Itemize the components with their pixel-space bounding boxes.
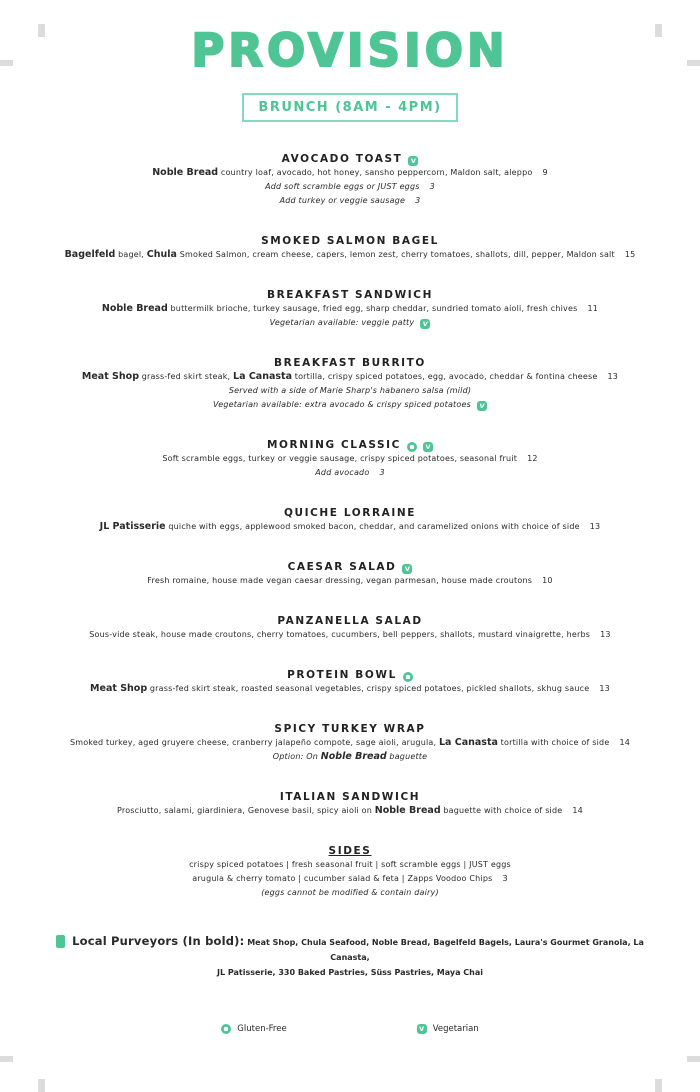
crop-mark (655, 24, 662, 37)
description-text: Option: On (272, 752, 321, 761)
menu-item-description (30, 628, 670, 642)
description-text: crispy spiced potatoes | fresh seasonal fruit | soft scramble eggs | JUST eggs (189, 860, 511, 869)
gluten-free-icon (403, 672, 413, 682)
menu-item-name: MORNING CLASSIC V (30, 438, 670, 452)
crop-mark (38, 1079, 45, 1092)
vegetarian-icon: V (423, 442, 433, 452)
purveyor-marker-icon (56, 935, 65, 948)
menu-item-description (30, 452, 670, 466)
menu-item-name: PANZANELLA SALAD (277, 615, 423, 627)
crop-mark (38, 24, 45, 37)
description-text: grass-fed skirt steak, (139, 372, 234, 381)
menu-item (30, 614, 670, 642)
price: 14 (619, 738, 631, 747)
local-purveyors-note (40, 934, 660, 980)
restaurant-logo: PROVISION (191, 24, 509, 77)
price: 9 (542, 168, 548, 177)
menu-item-name: ITALIAN SANDWICH (279, 791, 421, 803)
menu-item-description (30, 302, 670, 316)
description-text: baguette with choice of side (440, 806, 563, 815)
menu-item (30, 152, 670, 208)
legend-entry (417, 1024, 479, 1034)
purveyors-list-line2: JL Patisserie, 330 Baked Pastries, Süss Pastries, Maya Chai (216, 968, 484, 977)
purveyor-name: Noble Bread (152, 167, 219, 178)
description-text: Sous-vide steak, house made croutons, cherry tomatoes, cucumbers, bell peppers, shallots, mustard vinaigrette, herbs (89, 630, 591, 639)
menu-item (30, 844, 670, 900)
menu-item (30, 356, 670, 412)
gluten-free-icon (407, 442, 417, 452)
menu-item-name: AVOCADO TOAST V (30, 152, 670, 166)
purveyor-name: Noble Bread (320, 751, 387, 762)
price: 12 (527, 454, 538, 463)
purveyor-name: JL Patisserie (99, 521, 166, 532)
crop-mark (0, 60, 13, 66)
description-text: Add soft scramble eggs or JUST eggs (265, 182, 420, 191)
menu-item (30, 722, 670, 764)
description-text: baguette (386, 752, 428, 761)
description-text: Prosciutto, salami, giardiniera, Genovese basil, spicy aioli on (117, 806, 375, 815)
crop-mark (687, 1056, 700, 1062)
menu-item-note (30, 886, 670, 900)
crop-mark (0, 1056, 13, 1062)
menu-item-note (30, 384, 670, 398)
price: 13 (607, 372, 619, 381)
menu-item-note (30, 180, 670, 194)
menu-item-note (30, 466, 670, 480)
crop-mark (655, 1079, 662, 1092)
purveyor-name: Meat Shop (81, 371, 139, 382)
menu-item-note (30, 194, 670, 208)
menu-item-description (30, 736, 670, 750)
menu-item-description (30, 804, 670, 818)
description-text: tortilla, crispy spiced potatoes, egg, avocado, cheddar & fontina cheese (291, 372, 598, 381)
legend-label: Gluten-Free (237, 1024, 287, 1034)
menu-item (30, 560, 670, 588)
description-text: grass-fed skirt steak, roasted seasonal vegetables, crispy spiced potatoes, pickled shallots, skhug sauce (147, 684, 590, 693)
description-text: Fresh romaine, house made vegan caesar dressing, vegan parmesan, house made croutons (147, 576, 533, 585)
description-text: Soft scramble eggs, turkey or veggie sausage, crispy spiced potatoes, seasonal fruit (162, 454, 518, 463)
price: 13 (589, 522, 601, 531)
menu-item (30, 506, 670, 534)
purveyor-name: La Canasta (233, 371, 292, 382)
menu-items (0, 152, 700, 900)
description-text: Add turkey or veggie sausage (279, 196, 406, 205)
menu-item-name: SPICY TURKEY WRAP (274, 723, 426, 735)
menu-item-name: PROTEIN BOWL (30, 668, 670, 682)
price: 3 (429, 182, 435, 191)
menu-item-description (30, 248, 670, 262)
vegetarian-icon: V (477, 401, 487, 411)
menu-item-description (30, 682, 670, 696)
menu-item (30, 234, 670, 262)
vegetarian-icon: V (402, 564, 412, 574)
purveyor-name: Noble Bread (374, 805, 441, 816)
purveyors-label: Local Purveyors (In bold): (72, 934, 245, 948)
menu-item-note (30, 316, 670, 330)
purveyor-name: Bagelfeld (64, 249, 116, 260)
menu-hours-banner: BRUNCH (8AM - 4PM) (242, 93, 457, 122)
description-text: Smoked turkey, aged gruyere cheese, cranberry jalapeño compote, sage aioli, arugula, (69, 738, 439, 747)
vegetarian-icon: V (417, 1024, 427, 1034)
price: 3 (379, 468, 385, 477)
gluten-free-icon (221, 1024, 231, 1034)
description-text: quiche with eggs, applewood smoked bacon, cheddar, and caramelized onions with choice of side (165, 522, 580, 531)
menu-item-name: CAESAR SALAD V (30, 560, 670, 574)
menu-item-description (30, 574, 670, 588)
crop-mark (687, 60, 700, 66)
menu-item-note (30, 750, 670, 764)
menu-item-name: QUICHE LORRAINE (283, 507, 417, 519)
description-text: tortilla with choice of side (497, 738, 610, 747)
menu-item-description (30, 520, 670, 534)
legend-label: Vegetarian (432, 1024, 479, 1034)
menu-item-name: BREAKFAST SANDWICH (267, 289, 433, 301)
price: 3 (502, 874, 508, 883)
legend-entry (221, 1024, 286, 1034)
menu-item (30, 288, 670, 330)
description-text: arugula & cherry tomato | cucumber salad & feta | Zapps Voodoo Chips (192, 874, 493, 883)
vegetarian-icon: V (420, 319, 430, 329)
description-text: Smoked Salmon, cream cheese, capers, lemon zest, cherry tomatoes, shallots, dill, pepper, Maldon salt (176, 250, 615, 259)
menu-item-description (30, 872, 670, 886)
description-text: Served with a side of Marie Sharp's habanero salsa (mild) (228, 386, 472, 395)
description-text: Vegetarian available: extra avocado & crispy spiced potatoes (213, 400, 471, 409)
purveyor-name: Noble Bread (101, 303, 168, 314)
description-text: Add avocado (315, 468, 370, 477)
menu-item-note (30, 398, 670, 412)
price: 13 (599, 684, 610, 693)
description-text: Vegetarian available: veggie patty (269, 318, 415, 327)
dietary-legend (0, 1024, 700, 1034)
menu-item-name: SMOKED SALMON BAGEL (261, 235, 439, 247)
purveyor-name: Chula (146, 249, 177, 260)
price: 14 (572, 806, 583, 815)
menu-item-description (30, 166, 670, 180)
purveyors-list-line1: Meat Shop, Chula Seafood, Noble Bread, Bagelfeld Bagels, Laura's Gourmet Granola, La Canasta, (244, 938, 644, 962)
vegetarian-icon: V (408, 156, 418, 166)
menu-item (30, 438, 670, 480)
purveyor-name: Meat Shop (90, 683, 148, 694)
description-text: buttermilk brioche, turkey sausage, fried egg, sharp cheddar, sundried tomato aioli, fresh chives (167, 304, 578, 313)
menu-item-name: BREAKFAST BURRITO (274, 357, 426, 369)
menu-item (30, 668, 670, 696)
description-text: country loaf, avocado, hot honey, sansho peppercorn, Maldon salt, aleppo (218, 168, 533, 177)
menu-item-description (30, 370, 670, 384)
menu-item (30, 790, 670, 818)
price: 13 (600, 630, 611, 639)
price: 15 (624, 250, 636, 259)
price: 11 (587, 304, 599, 313)
description-text: bagel, (115, 250, 147, 259)
price: 3 (415, 196, 421, 205)
menu-item-name: SIDES (328, 845, 372, 857)
price: 10 (542, 576, 553, 585)
purveyor-name: La Canasta (438, 737, 498, 748)
menu-item-description (30, 858, 670, 872)
description-text: (eggs cannot be modified & contain dairy) (261, 888, 439, 897)
